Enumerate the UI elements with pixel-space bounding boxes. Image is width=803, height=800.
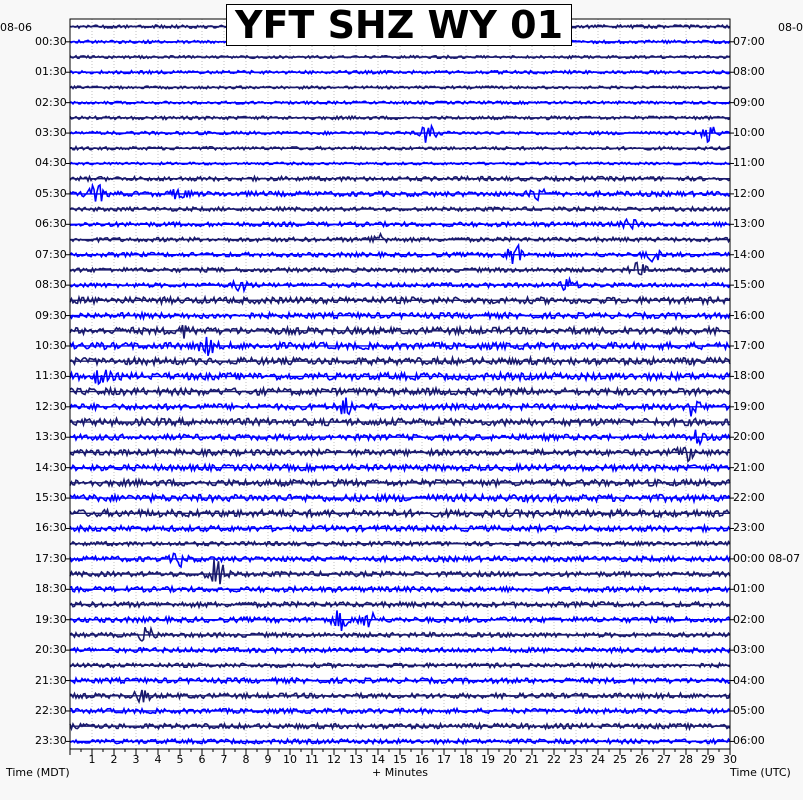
x-tick-label: 14 — [371, 753, 385, 766]
right-time-label: 23:00 — [733, 521, 765, 535]
x-tick-label: 11 — [305, 753, 319, 766]
x-tick-label: 18 — [459, 753, 473, 766]
left-time-label: 11:30 — [35, 369, 67, 383]
x-tick-label: 9 — [264, 753, 272, 766]
x-tick-label: 2 — [110, 753, 118, 766]
right-time-label: 05:00 — [733, 703, 765, 717]
x-tick-label: 30 — [723, 753, 737, 766]
x-label-minutes: + Minutes — [372, 766, 429, 779]
right-time-label: 11:00 — [733, 156, 765, 170]
right-time-label: 16:00 — [733, 308, 765, 322]
right-time-label: 18:00 — [733, 369, 765, 383]
x-tick-label: 26 — [635, 753, 649, 766]
left-time-label: 17:30 — [35, 551, 67, 565]
left-time-label: 09:30 — [35, 308, 67, 322]
x-tick-label: 4 — [154, 753, 162, 766]
x-tick-label: 20 — [503, 753, 517, 766]
right-time-label: 19:00 — [733, 399, 765, 413]
right-date-label: 08-0 — [778, 21, 803, 34]
x-label-mdt: Time (MDT) — [6, 766, 70, 779]
left-time-label: 22:30 — [35, 703, 67, 717]
x-tick-label: 24 — [591, 753, 605, 766]
right-time-label: 04:00 — [733, 673, 765, 687]
left-date-label: 08-06 — [0, 21, 32, 34]
x-tick-label: 16 — [415, 753, 429, 766]
x-tick-label: 17 — [437, 753, 451, 766]
right-time-label: 00:00 08-07 — [733, 551, 801, 565]
x-tick-label: 5 — [176, 753, 184, 766]
right-time-label: 09:00 — [733, 95, 765, 109]
left-time-label: 23:30 — [35, 734, 67, 748]
x-tick-label: 28 — [679, 753, 693, 766]
x-tick-label: 29 — [701, 753, 715, 766]
x-tick-label: 21 — [525, 753, 539, 766]
left-time-label: 13:30 — [35, 430, 67, 444]
right-time-label: 13:00 — [733, 217, 765, 231]
left-time-label: 04:30 — [35, 156, 67, 170]
chart-title: YFT SHZ WY 01 — [226, 4, 572, 46]
right-time-label: 02:00 — [733, 612, 765, 626]
right-time-label: 01:00 — [733, 582, 765, 596]
left-time-label: 05:30 — [35, 186, 67, 200]
left-time-label: 02:30 — [35, 95, 67, 109]
left-time-label: 20:30 — [35, 643, 67, 657]
x-tick-label: 15 — [393, 753, 407, 766]
left-time-label: 03:30 — [35, 126, 67, 140]
left-time-label: 16:30 — [35, 521, 67, 535]
plot-area — [70, 19, 730, 749]
right-time-label: 17:00 — [733, 338, 765, 352]
x-tick-label: 10 — [283, 753, 297, 766]
left-time-label: 07:30 — [35, 247, 67, 261]
x-tick-label: 27 — [657, 753, 671, 766]
x-tick-label: 8 — [242, 753, 250, 766]
right-time-label: 20:00 — [733, 430, 765, 444]
right-date-change-label: 08-07 — [764, 551, 801, 565]
x-tick-label: 19 — [481, 753, 495, 766]
x-tick-label: 13 — [349, 753, 363, 766]
x-tick-label: 1 — [88, 753, 96, 766]
left-time-label: 01:30 — [35, 65, 67, 79]
x-tick-label: 12 — [327, 753, 341, 766]
left-time-label: 06:30 — [35, 217, 67, 231]
right-time-label: 12:00 — [733, 186, 765, 200]
right-time-label: 03:00 — [733, 643, 765, 657]
right-time-label: 14:00 — [733, 247, 765, 261]
right-time-label: 21:00 — [733, 460, 765, 474]
right-time-label: 22:00 — [733, 491, 765, 505]
x-tick-label: 6 — [198, 753, 206, 766]
right-time-label: 07:00 — [733, 34, 765, 48]
right-time-label: 06:00 — [733, 734, 765, 748]
x-tick-label: 3 — [132, 753, 140, 766]
left-time-label: 08:30 — [35, 278, 67, 292]
left-time-label: 18:30 — [35, 582, 67, 596]
x-tick-label: 22 — [547, 753, 561, 766]
left-time-label: 10:30 — [35, 338, 67, 352]
left-time-label: 12:30 — [35, 399, 67, 413]
right-time-label: 15:00 — [733, 278, 765, 292]
left-time-label: 15:30 — [35, 491, 67, 505]
x-tick-label: 25 — [613, 753, 627, 766]
left-time-label: 00:30 — [35, 34, 67, 48]
right-time-label: 08:00 — [733, 65, 765, 79]
left-time-label: 14:30 — [35, 460, 67, 474]
left-time-label: 21:30 — [35, 673, 67, 687]
right-time-label: 10:00 — [733, 126, 765, 140]
x-tick-label: 7 — [220, 753, 228, 766]
x-label-utc: Time (UTC) — [730, 766, 791, 779]
left-time-label: 19:30 — [35, 612, 67, 626]
x-tick-label: 23 — [569, 753, 583, 766]
